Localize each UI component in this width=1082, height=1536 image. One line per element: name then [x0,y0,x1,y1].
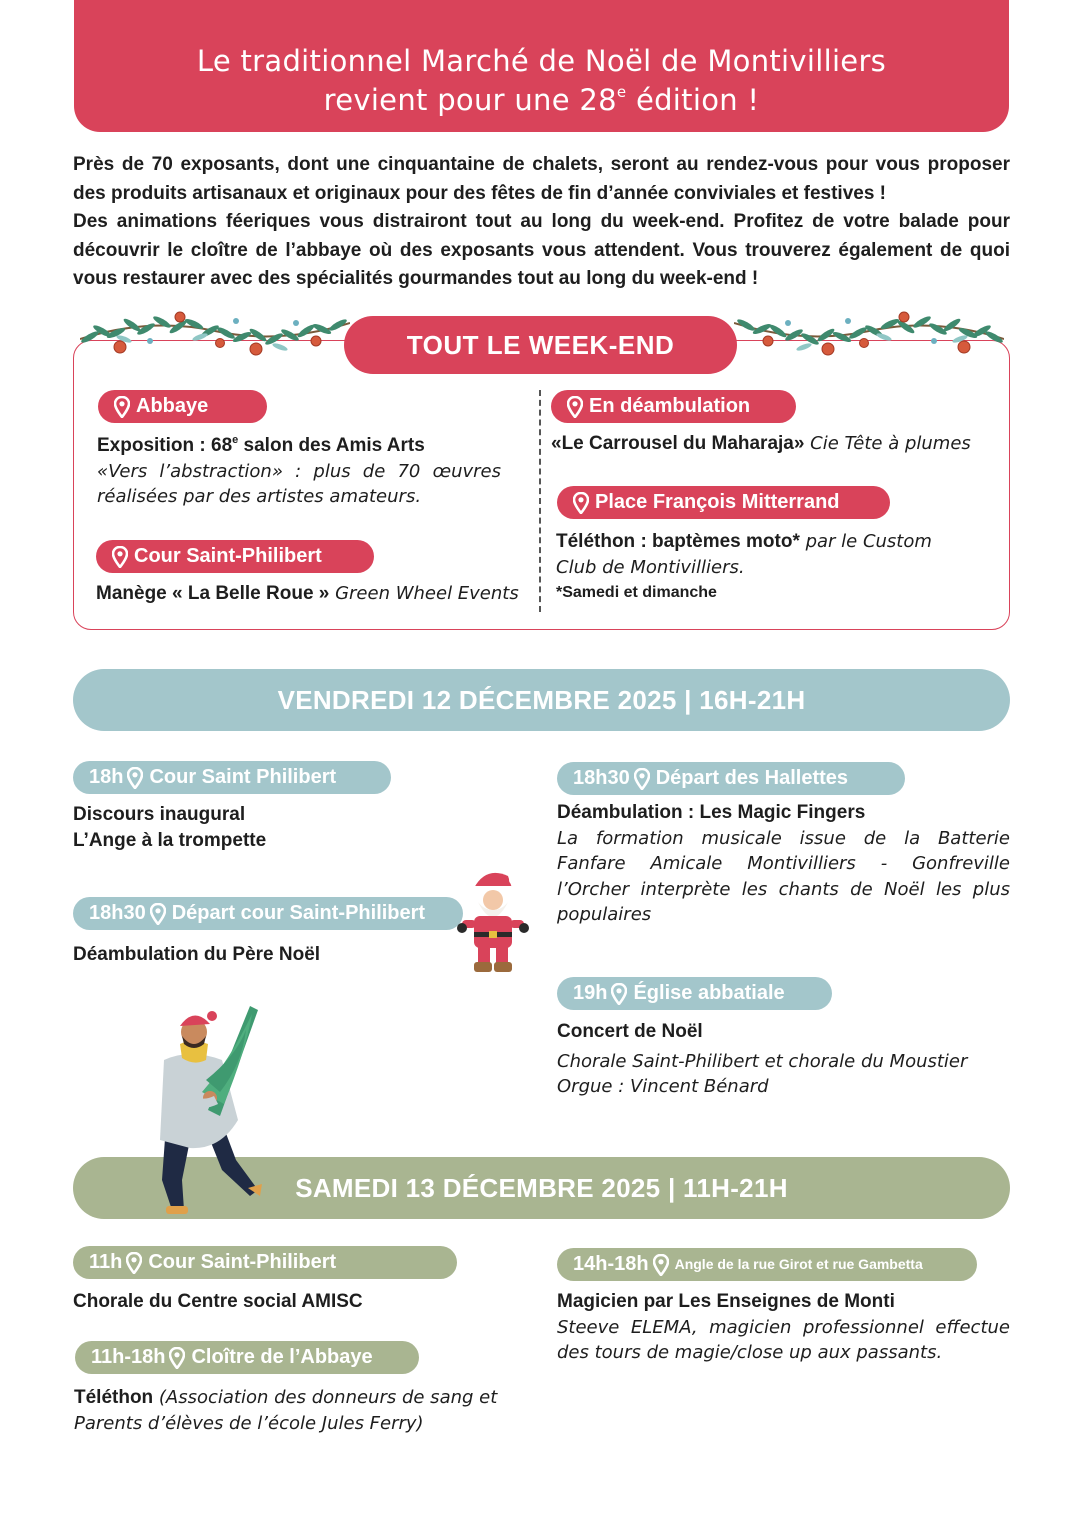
event-concert-desc-1: Chorale Saint-Philibert et chorale du Moustier [557,1050,968,1072]
pill-place-label: Place François Mitterrand [595,491,840,513]
event-magicien-title: Magicien par Les Enseignes de Monti [557,1291,895,1312]
pill-time: 18h [89,766,124,788]
event-telethon-moto-org-1: par le Custom [799,531,932,552]
pill-friday-18h30-cour [73,897,463,930]
event-manege-title: Manège « La Belle Roue » [96,583,330,604]
event-discours-subtitle: L’Ange à la trompette [73,829,267,851]
location-pin-icon [611,983,627,1005]
pill-place: Départ des Hallettes [655,767,849,789]
pill-time: 18h30 [89,902,146,924]
man-carrying-tree-illustration [150,1000,268,1220]
location-pin-icon [634,768,650,790]
event-chorale-amisc [73,1289,523,1315]
event-telethon-moto-title: Téléthon : baptèmes moto* [556,531,800,552]
event-telethon-samedi-desc-1: (Association des donneurs de sang et [153,1387,498,1408]
event-magicien-desc-2: des tours de magie/close up aux passants. [557,1342,943,1363]
event-carrousel-org: Cie Tête à plumes [804,433,971,454]
pill-friday-19h [557,977,832,1010]
event-concert [557,1019,1010,1100]
pill-saturday-11h [73,1246,457,1279]
event-telethon-moto-note: *Samedi et dimanche [556,584,717,601]
pill-place: Départ cour Saint-Philibert [171,902,426,924]
location-pin-icon [169,1347,185,1369]
weekend-title: TOUT LE WEEK-END [344,316,737,374]
event-manege [96,581,536,607]
location-pin-icon [126,1252,142,1274]
header-superscript: e [616,83,627,101]
event-magic-fingers-desc-1: La formation musicale issue de la Batterie [557,827,1010,849]
event-telethon-moto [556,529,996,606]
event-concert-desc-2: Orgue : Vincent Bénard [557,1076,769,1097]
pill-abbaye [98,390,267,423]
location-pin-icon [127,767,143,789]
event-telethon-samedi-desc-2: Parents d’élèves de l’école Jules Ferry) [74,1412,424,1434]
intro-paragraph-2: Des animations féeriques vous distrairont tout au long du week-end. Profitez de votre balade pour découvrir le cloître de l’abbaye où des exposants vous attendent. Vous trouverez également de quoi vous restaurer avec des spécialités gourmandes tout au long du week-end ! [73,211,1010,289]
event-magic-fingers-desc-2: Fanfare Amicale Montivilliers - Gonfreville [557,853,1010,874]
pill-time: 11h [89,1251,123,1273]
intro-text [73,151,1010,294]
pill-place: Église abbatiale [633,982,785,1004]
garland-illustration-left [80,309,350,359]
location-pin-icon [150,903,166,925]
pill-place: Cloître de l’Abbaye [191,1346,373,1368]
pill-time: 19h [573,982,608,1004]
pill-place: Cour Saint Philibert [149,766,337,788]
event-discours [73,802,473,853]
pill-place: Cour Saint-Philibert [148,1251,337,1273]
header-line-1: Le traditionnel Marché de Noël de Montivilliers [196,44,887,78]
event-carrousel [551,431,1001,457]
pill-abbaye-label: Abbaye [136,395,209,417]
event-magicien-desc-1: Steeve ELEMA, magicien professionnel effectue [557,1316,1010,1338]
pill-saturday-14h-18h [557,1248,977,1281]
event-pere-noel [73,942,473,968]
event-magicien [557,1289,1010,1366]
pill-friday-18h30-hallettes [557,762,905,795]
friday-band: VENDREDI 12 DÉCEMBRE 2025 | 16H-21H [73,669,1010,731]
pill-place: Angle de la rue Girot et rue Gambetta [674,1256,923,1272]
event-exposition [97,433,501,510]
santa-illustration [456,866,530,976]
header-banner [74,0,1009,132]
event-chorale-amisc-title: Chorale du Centre social AMISC [73,1291,363,1312]
weekend-divider [539,390,541,612]
intro-paragraph-1: Près de 70 exposants, dont une cinquantaine de chalets, seront au rendez-vous pour vous proposer des produits artisanaux et originaux pour des fêtes de fin d’année conviviales et festives ! [73,154,1010,204]
event-magic-fingers-desc-4: populaires [557,904,652,925]
exposition-superscript: e [232,434,239,446]
pill-time: 18h30 [573,767,630,789]
location-pin-icon [112,546,128,568]
event-exposition-desc: «Vers l’abstraction» : plus de 70 œuvres réalisées par des artistes amateurs. [97,460,501,507]
event-discours-title: Discours inaugural [73,804,246,825]
saturday-band: SAMEDI 13 DÉCEMBRE 2025 | 11H-21H [73,1157,1010,1219]
header-line-2-end: édition ! [626,83,760,117]
pill-cour-saint-philibert [96,540,374,573]
pill-deambulation-label: En déambulation [589,395,751,417]
pill-friday-18h [73,761,391,794]
event-magic-fingers-title: Déambulation : Les Magic Fingers [557,802,866,823]
pill-en-deambulation [551,390,796,423]
header-line-2 [74,81,1009,120]
location-pin-icon [653,1254,669,1276]
garland-illustration-right [734,309,1004,359]
event-concert-title: Concert de Noël [557,1021,703,1042]
location-pin-icon [114,396,130,418]
event-exposition-title [97,433,501,459]
exposition-title-end: salon des Amis Arts [238,435,425,456]
event-telethon-samedi-title: Téléthon [74,1387,154,1408]
event-magic-fingers [557,800,1010,928]
header-line-2-text: revient pour une 28 [323,83,617,117]
location-pin-icon [573,492,589,514]
pill-time: 11h-18h [91,1346,166,1368]
exposition-title-text: Exposition : 68 [97,435,233,456]
pill-cour-label: Cour Saint-Philibert [134,545,322,567]
event-telethon-moto-org-2: Club de Montivilliers. [556,556,745,578]
location-pin-icon [567,396,583,418]
pill-saturday-11h-18h [75,1341,419,1374]
pill-place-francois-mitterrand [557,486,890,519]
pill-time: 14h-18h [573,1253,649,1275]
event-carrousel-title: «Le Carrousel du Maharaja» [551,433,805,454]
event-magic-fingers-desc-3: l’Orcher interprète les chants de Noël les plus [557,878,1010,900]
event-manege-org: Green Wheel Events [329,583,519,604]
event-telethon-samedi [74,1385,534,1436]
event-pere-noel-title: Déambulation du Père Noël [73,944,321,965]
